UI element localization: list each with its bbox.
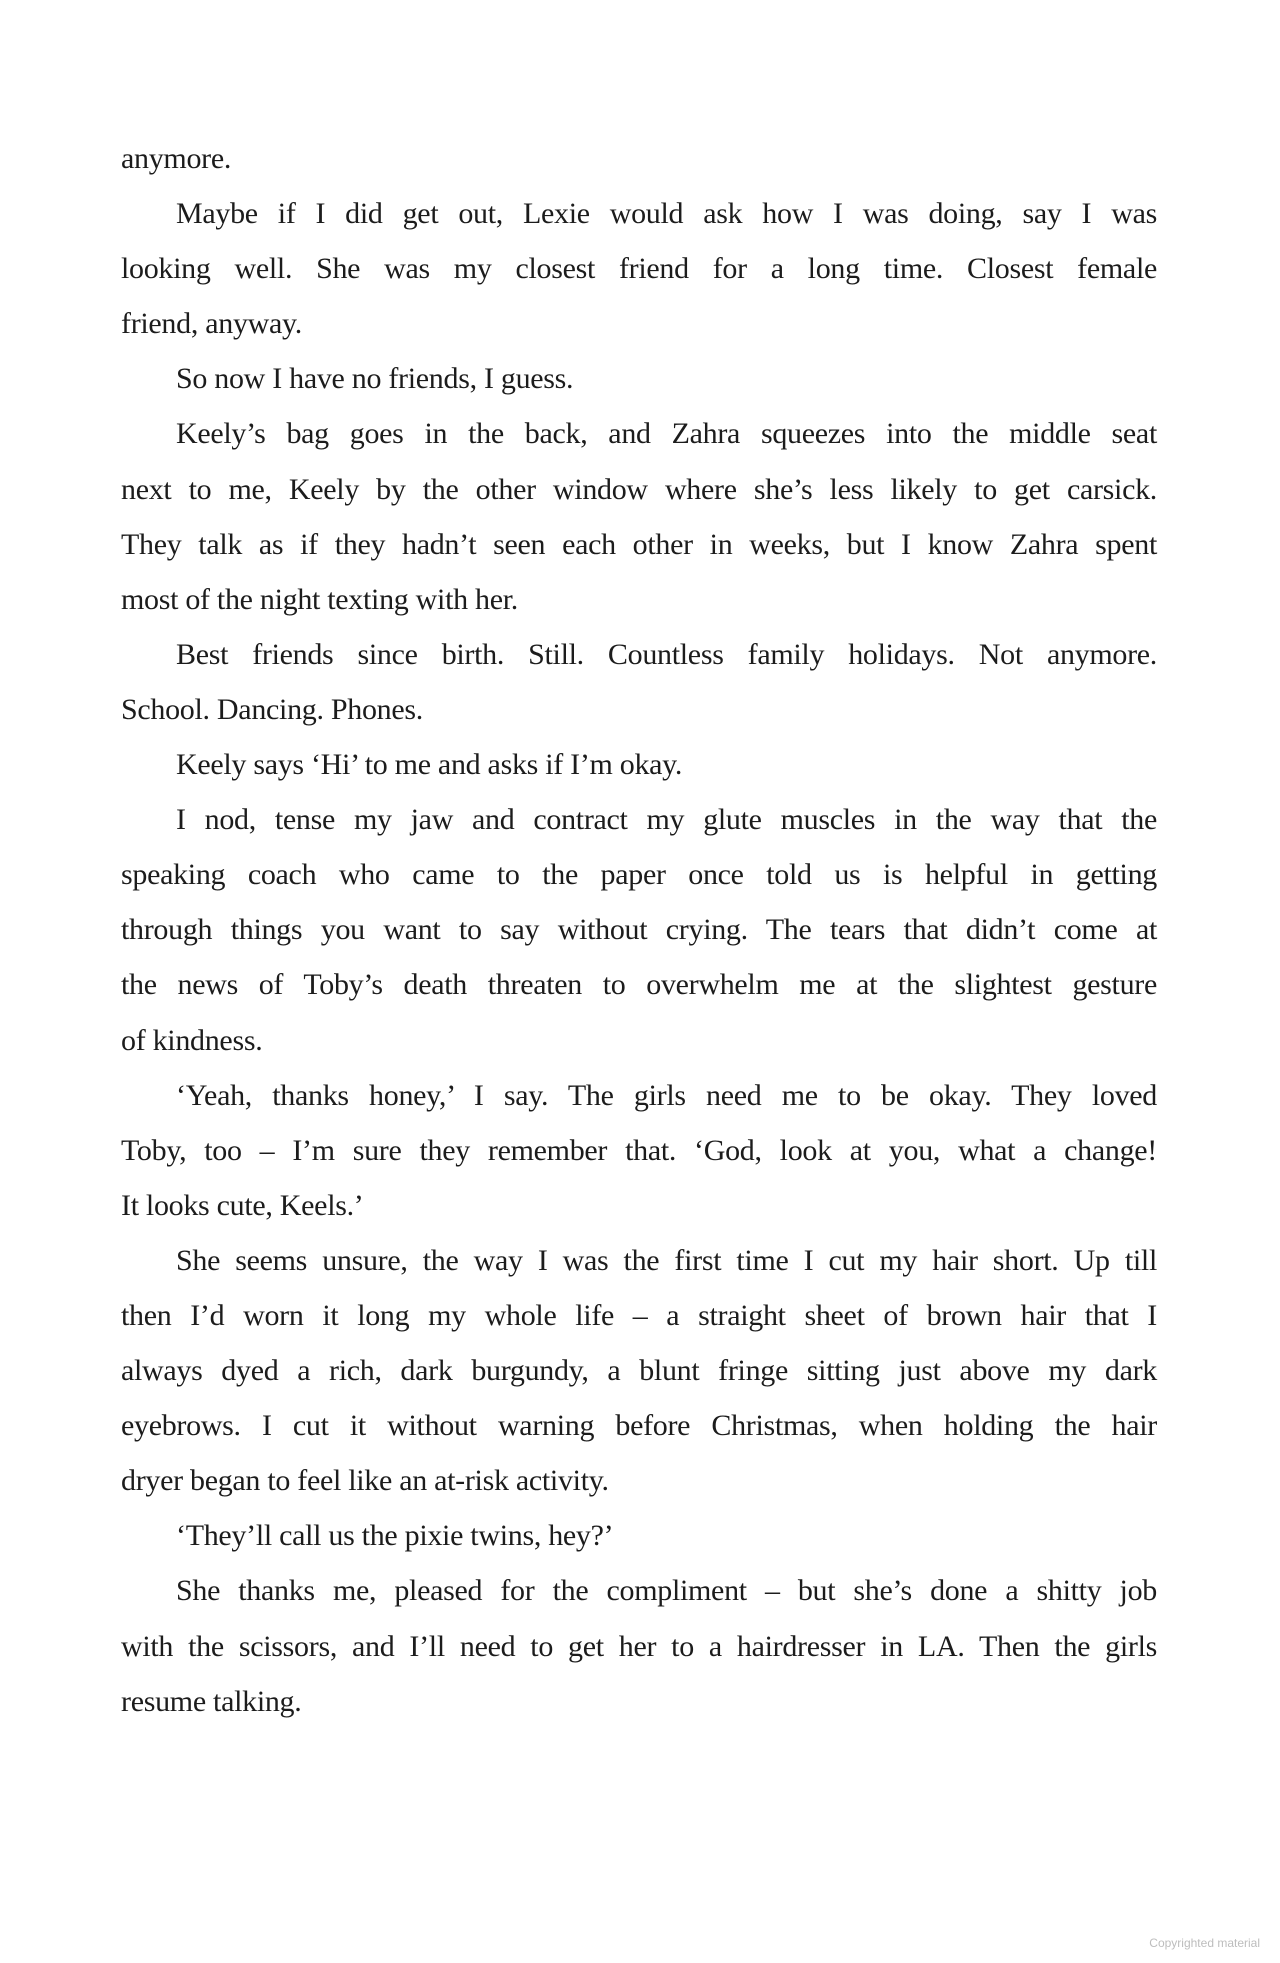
- paragraph: [121, 1233, 1157, 1508]
- text-line: of kindness.: [121, 1023, 263, 1057]
- text-line: It looks cute, Keels.’: [121, 1188, 364, 1222]
- text-line: Best friends since birth. Still. Countless family holidays. Not anymore.: [176, 637, 1157, 671]
- text-line: Keely’s bag goes in the back, and Zahra squeezes into the middle seat: [176, 417, 1157, 451]
- copyright-notice: Copyrighted material: [1149, 1936, 1260, 1950]
- text-line: friend, anyway.: [121, 307, 302, 341]
- text-line: Maybe if I did get out, Lexie would ask how I was doing, say I was: [176, 197, 1157, 231]
- paragraph: [121, 1508, 1157, 1563]
- book-page-body: [121, 131, 1157, 1729]
- paragraph: [121, 737, 1157, 792]
- text-line: most of the night texting with her.: [121, 582, 518, 616]
- paragraph: [121, 627, 1157, 737]
- paragraph: [121, 131, 1157, 186]
- text-line: She seems unsure, the way I was the first time I cut my hair short. Up till: [176, 1243, 1157, 1277]
- paragraph: [121, 351, 1157, 406]
- text-line: with the scissors, and I’ll need to get her to a hairdresser in LA. Then the girls: [121, 1629, 1157, 1663]
- paragraph: [121, 186, 1157, 351]
- text-line: the news of Toby’s death threaten to overwhelm me at the slightest gesture: [121, 968, 1157, 1002]
- text-line: eyebrows. I cut it without warning before Christmas, when holding the hair: [121, 1409, 1157, 1443]
- paragraph: [121, 406, 1157, 626]
- text-line: dryer began to feel like an at-risk activity.: [121, 1464, 609, 1498]
- text-line: They talk as if they hadn’t seen each other in weeks, but I know Zahra spent: [121, 527, 1157, 561]
- text-line: next to me, Keely by the other window where she’s less likely to get carsick.: [121, 472, 1157, 506]
- text-line: ‘Yeah, thanks honey,’ I say. The girls need me to be okay. They loved: [176, 1078, 1157, 1112]
- text-line: resume talking.: [121, 1684, 302, 1718]
- text-line: Keely says ‘Hi’ to me and asks if I’m okay.: [176, 748, 683, 782]
- paragraph: [121, 1563, 1157, 1728]
- text-line: School. Dancing. Phones.: [121, 692, 423, 726]
- text-line: speaking coach who came to the paper once told us is helpful in getting: [121, 858, 1157, 892]
- text-line: through things you want to say without crying. The tears that didn’t come at: [121, 913, 1157, 947]
- text-line: I nod, tense my jaw and contract my glute muscles in the way that the: [176, 803, 1157, 837]
- text-line: looking well. She was my closest friend for a long time. Closest female: [121, 252, 1157, 286]
- text-line: always dyed a rich, dark burgundy, a blunt fringe sitting just above my dark: [121, 1354, 1157, 1388]
- text-line: ‘They’ll call us the pixie twins, hey?’: [176, 1519, 614, 1553]
- text-line: So now I have no friends, I guess.: [176, 362, 574, 396]
- text-line: then I’d worn it long my whole life – a straight sheet of brown hair that I: [121, 1298, 1157, 1332]
- text-line: Toby, too – I’m sure they remember that. ‘God, look at you, what a change!: [121, 1133, 1157, 1167]
- paragraph: [121, 1068, 1157, 1233]
- paragraph: [121, 792, 1157, 1067]
- text-line: anymore.: [121, 142, 232, 175]
- text-line: She thanks me, pleased for the compliment – but she’s done a shitty job: [176, 1574, 1157, 1608]
